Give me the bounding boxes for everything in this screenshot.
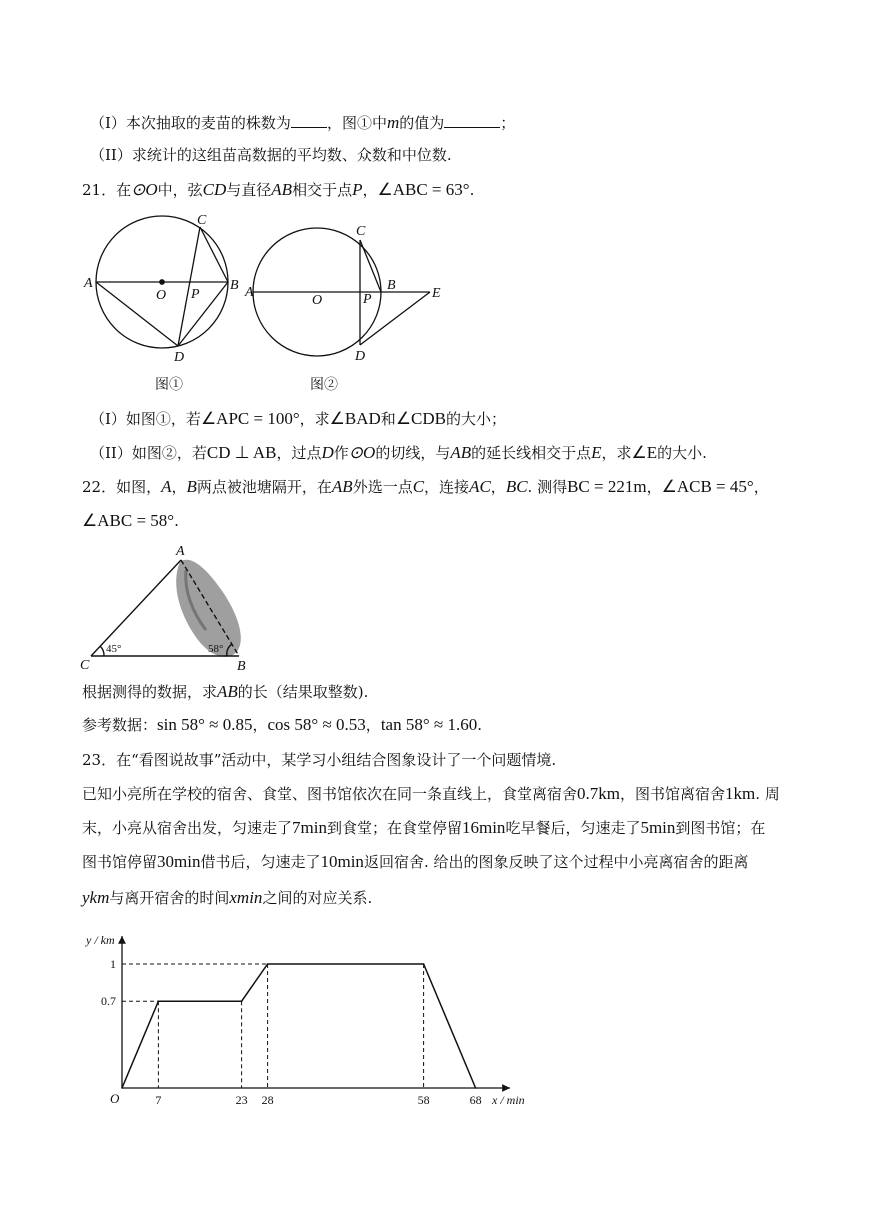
q20-part1: （I）本次抽取的麦苗的株数为 ，图①中m的值为 ； xyxy=(90,113,516,132)
q23-line3: 末，小亮从宿舍出发，匀速走了7min到食堂；在食堂停留16min吃早餐后，匀速走了5min到图书馆；在 xyxy=(82,818,766,837)
fig1-caption: 图① xyxy=(155,377,183,393)
label-b: B xyxy=(230,278,239,293)
data-point xyxy=(121,1087,123,1089)
q21-figures xyxy=(80,212,460,372)
label-d: D xyxy=(355,349,366,364)
q20-part2: （II）求统计的这组苗高数据的平均数、众数和中位数. xyxy=(90,146,452,164)
data-point xyxy=(475,1087,477,1089)
label-c: C xyxy=(197,213,207,228)
label-a: A xyxy=(84,276,93,291)
label-p: P xyxy=(363,292,372,307)
figure-1 xyxy=(96,216,228,348)
label-e: E xyxy=(432,286,441,301)
label-c: C xyxy=(356,224,366,239)
distance-time-chart xyxy=(70,924,550,1110)
chord-cb-fig2 xyxy=(360,240,381,292)
q21-part2: （II）如图②，若CD ⊥ AB，过点D作⊙O的切线，与AB的延长线相交于点E，求∠E的大小. xyxy=(90,443,707,462)
label-a: A xyxy=(176,544,185,559)
q22-question: 根据测得的数据，求AB的长（结果取整数). xyxy=(82,682,369,701)
angle-58-label: 58° xyxy=(208,643,224,655)
q23-line4: 图书馆停留30min借书后，匀速走了10min返回宿舍. 给出的图象反映了这个过程中小亮离宿舍的距离 xyxy=(82,852,749,871)
center-dot xyxy=(160,280,164,284)
x-tick-label: 68 xyxy=(469,1093,482,1107)
q21-part1: （I）如图①，若∠APC = 100°，求∠BAD和∠CDB的大小； xyxy=(90,409,507,428)
segment-ca xyxy=(91,560,181,656)
q22-reference: 参考数据：sin 58° ≈ 0.85，cos 58° ≈ 0.53，tan 58° ≈ 1.60. xyxy=(82,715,482,734)
y-axis-label: y / km xyxy=(86,933,115,947)
label-c: C xyxy=(80,658,90,672)
label-o: O xyxy=(156,288,167,303)
angle-c-arc xyxy=(100,646,104,656)
q21-stem: 21．在⊙O中，弦CD与直径AB相交于点P，∠ABC = 63°. xyxy=(82,180,475,199)
data-point xyxy=(158,1000,160,1002)
q22-stem-line2: ∠ABC = 58°. xyxy=(82,511,179,530)
y-tick-label: 0.7 xyxy=(101,994,116,1009)
answer-blank xyxy=(291,113,327,128)
angle-45-label: 45° xyxy=(106,643,122,655)
q22-figure xyxy=(80,540,270,672)
label-b: B xyxy=(387,278,396,293)
label-o: O xyxy=(312,293,323,308)
figure-2 xyxy=(253,228,430,356)
label-p: P xyxy=(191,287,200,302)
data-point xyxy=(267,963,269,965)
x-axis-label: x / min xyxy=(492,1093,525,1107)
q23-line1: 23．在“看图说故事”活动中，某学习小组结合图象设计了一个问题情境. xyxy=(82,751,557,769)
answer-blank xyxy=(444,113,500,128)
data-point xyxy=(423,963,425,965)
x-tick-label: 23 xyxy=(235,1093,248,1107)
y-tick-label: 1 xyxy=(110,957,116,971)
chord-bd xyxy=(178,282,228,346)
label-d: D xyxy=(174,350,185,365)
fig2-caption: 图② xyxy=(310,377,338,393)
q23-line2: 已知小亮所在学校的宿舍、食堂、图书馆依次在同一条直线上，食堂离宿舍0.7km，图书馆离宿舍1km. 周 xyxy=(82,784,780,803)
distance-line xyxy=(122,964,476,1088)
chord-cb xyxy=(200,227,228,282)
x-tick-label: 28 xyxy=(261,1093,274,1107)
x-tick-label: 58 xyxy=(417,1093,430,1107)
q22-stem-line1: 22．如图，A，B两点被池塘隔开，在AB外选一点C，连接AC，BC. 测得BC = 221m，∠ACB = 45°， xyxy=(82,477,769,496)
data-point xyxy=(241,1000,243,1002)
origin-label: O xyxy=(110,1091,120,1106)
label-a: A xyxy=(245,285,254,300)
x-tick-label: 7 xyxy=(155,1093,162,1107)
label-b: B xyxy=(237,659,246,672)
q23-line5: ykm与离开宿舍的时间xmin之间的对应关系. xyxy=(82,888,373,907)
